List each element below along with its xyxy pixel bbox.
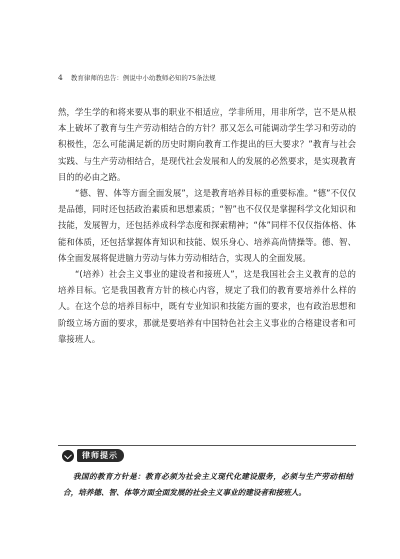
tip-label: 律师提示 (77, 449, 124, 462)
page-number: 4 (58, 73, 63, 82)
tip-text: 我国的教育方针是：教育必须为社会主义现代化建设服务，必须与生产劳动相结合，培养德、智、体等方面全面发展的社会主义事业的建设者和接班人。 (63, 472, 353, 497)
running-header (58, 73, 358, 83)
check-icon (62, 450, 74, 462)
running-title: 教育律师的忠告：例说中小幼教师必知的75条法规 (70, 74, 216, 82)
body-text (58, 104, 356, 347)
paragraph-3: “(培养）社会主义事业的建设者和接班人”，这是我国社会主义教育的总的培养目标。它是我国教育方针的核心内容，规定了我们的教育要培养什么样的人。在这个总的培养目标中，既有专业知识和技能方面的要求，也有政治思想和阶级立场方面的要求，那就是要培养有中国特色社会主义事业的合格建设者和可靠接班人。 (58, 269, 356, 344)
paragraph-1: 然，学生学的和将来要从事的职业不相适应，学非所用，用非所学，岂不是从根本上破坏了教育与生产劳动相结合的方针？那又怎么可能调动学生学习和劳动的积极性，怎么可能满足新的历史时期向教育工作提出的巨大要求？”教育与社会实践、与生产劳动相结合，是现代社会发展和人的发展的必然要求，是实现教育目的的必由之路。 (58, 107, 356, 182)
paragraph-2: “德、智、体等方面全面发展”，这是教育培养目标的重要标准。“德”不仅仅是品德，同时还包括政治素质和思想素质；“智”也不仅仅是掌握科学文化知识和技能，发展智力，还包括养成科学态度和探索精神；“体”同样不仅仅指体格、体能和体质，还包括掌握体育知识和技能、娱乐身心、培养高尚情操等。德、智、体全面发展将促进脑力劳动与体力劳动相结合，实现人的全面发展。 (58, 188, 356, 263)
lawyer-tip-box (58, 445, 356, 544)
tip-title (62, 449, 124, 462)
